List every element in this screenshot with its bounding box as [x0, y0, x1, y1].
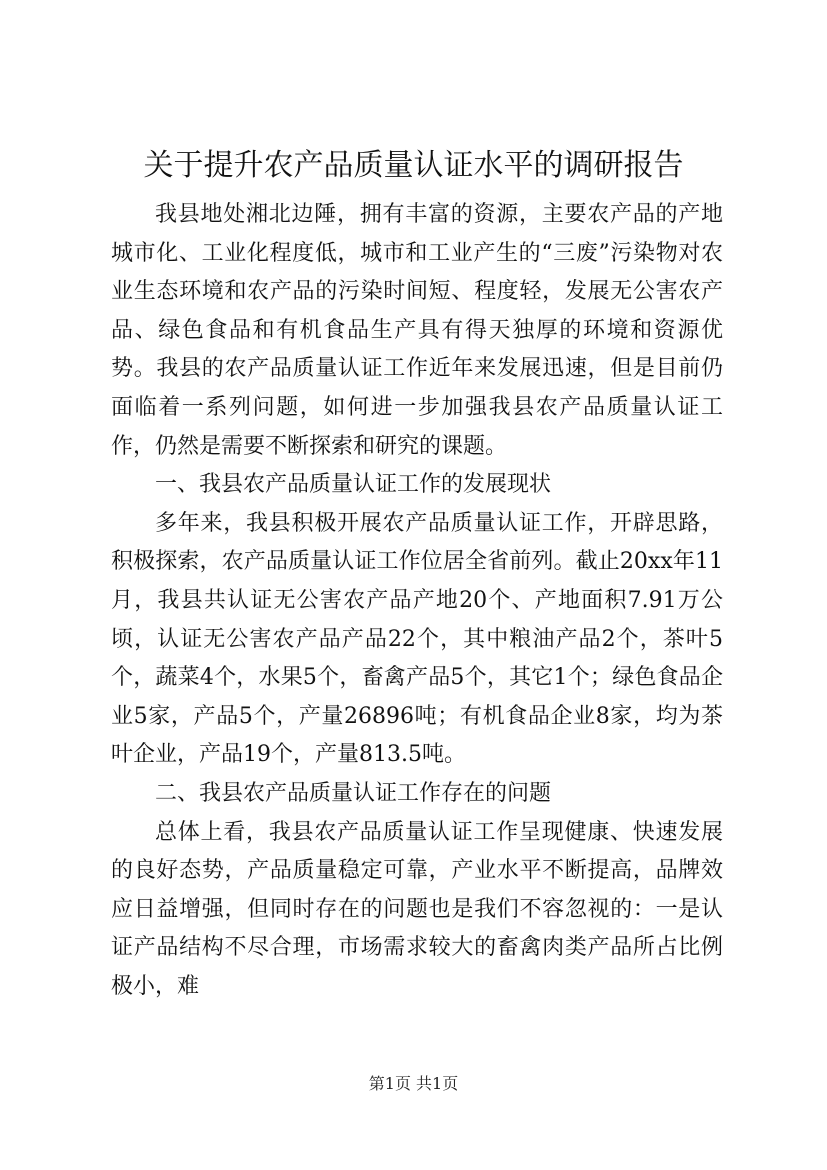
paragraph-status: 多年来，我县积极开展农产品质量认证工作，开辟思路，积极探索，农产品质量认证工作位居全省前列。截止20xx年11月，我县共认证无公害农产品产地20个、产地面积7.91万公顷，认证无公害农产品产品22个，其中粮油产品2个，茶叶5个，蔬菜4个，水果5个，畜禽产品5个，其它1个；绿色食品企业5家，产品5个，产量26896吨；有机食品企业8家，均为茶叶企业，产品19个，产量813.5吨。 — [111, 510, 723, 768]
section-heading-2: 二、我县农产品质量认证工作存在的问题 — [155, 780, 552, 806]
section-heading-1: 一、我县农产品质量认证工作的发展现状 — [155, 472, 552, 498]
page-footer: 第1页 共1页 — [368, 1074, 459, 1093]
paragraph-intro: 我县地处湘北边陲，拥有丰富的资源，主要农产品的产地城市化、工业化程度低，城市和工业产生的“三废”污染物对农业生态环境和农产品的污染时间短、程度轻，发展无公害农产品、绿色食品和有机食品生产具有得天独厚的环境和资源优势。我县的农产品质量认证工作近年来发展迅速，但是目前仍面临着一系列问题，如何进一步加强我县农产品质量认证工作，仍然是需要不断探索和研究的课题。 — [111, 202, 723, 459]
paragraph-problems: 总体上看，我县农产品质量认证工作呈现健康、快速发展的良好态势，产品质量稳定可靠，产业水平不断提高，品牌效应日益增强，但同时存在的问题也是我们不容忽视的：一是认证产品结构不尽合理，市场需求较大的畜禽肉类产品所占比例极小，难 — [111, 819, 723, 999]
document-body — [111, 196, 723, 1006]
document-title: 关于提升农产品质量认证水平的调研报告 — [143, 148, 684, 183]
